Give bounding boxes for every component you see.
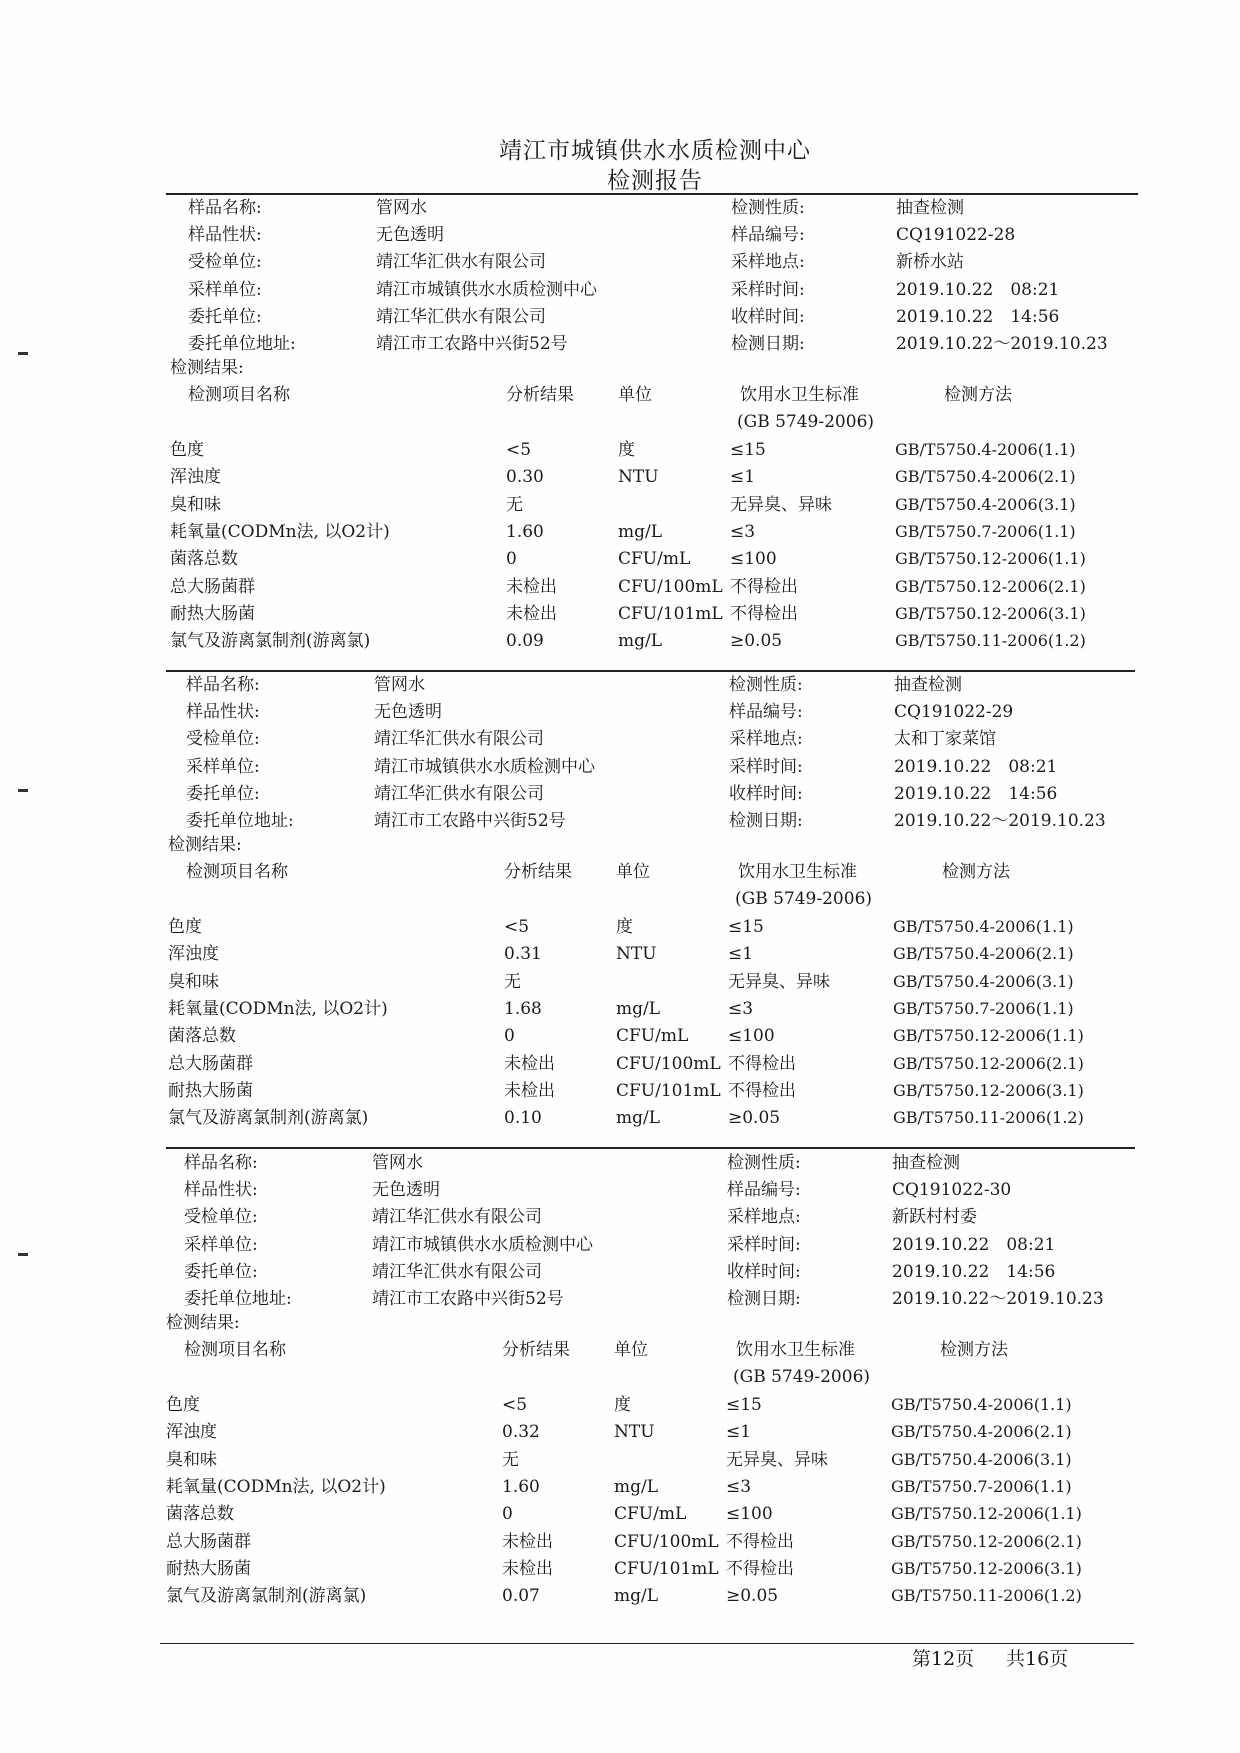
table-row-item: 浑浊度 [170,467,221,488]
table-row-result: <5 [506,440,532,460]
table-row-standard: ≤100 [730,549,777,570]
table-row-item: 菌落总数 [170,549,238,570]
test-date-label: 检测日期: [729,811,803,831]
table-row-standard: 无异臭、异味 [730,494,832,515]
table-row-result: 1.60 [506,521,544,542]
table-row-standard: ≤1 [728,944,754,965]
sampling-site-value: 新跃村村委 [892,1207,977,1228]
table-row-result: 0.07 [502,1586,540,1607]
client-unit-value: 靖江华汇供水有限公司 [372,1261,542,1282]
table-row-standard: 不得检出 [726,1558,794,1579]
binding-mark [18,789,28,792]
table-row-unit: CFU/101mL [616,1080,721,1101]
table-row-standard: 无异臭、异味 [726,1449,828,1470]
table-row-unit: NTU [616,944,657,965]
receipt-time-value: 2019.10.22 14:56 [896,306,1060,327]
sampling-site-label: 采样地点: [729,729,803,750]
col-header-standard: 饮用水卫生标准 [736,1340,855,1360]
col-header-method: 检测方法 [942,862,1010,882]
table-row-item: 臭和味 [168,971,219,992]
col-header-unit: 单位 [614,1340,648,1360]
table-row-unit: mg/L [614,1476,659,1497]
table-row-item: 耐热大肠菌 [170,603,255,624]
sampling-time-value: 2019.10.22 08:21 [892,1234,1056,1255]
table-row-result: 未检出 [504,1053,555,1074]
sample-state-value: 无色透明 [376,225,444,246]
table-row-standard: ≤1 [730,467,756,488]
table-row-result: 0.30 [506,467,544,488]
table-row-standard: 不得检出 [726,1531,794,1552]
table-row-method: GB/T5750.4-2006(2.1) [891,1422,1072,1442]
table-row-item: 氯气及游离氯制剂(游离氯) [166,1586,367,1607]
table-row-standard: ≤15 [728,917,764,937]
table-row-method: GB/T5750.4-2006(2.1) [895,467,1076,487]
table-row-unit: CFU/100mL [614,1531,719,1552]
sampling-time-value: 2019.10.22 08:21 [894,756,1058,777]
table-row-unit: NTU [618,467,659,488]
table-row-method: GB/T5750.12-2006(1.1) [895,549,1086,569]
table-row-result: 未检出 [506,603,557,624]
table-row-standard: ≤3 [726,1476,752,1497]
table-row-unit: mg/L [614,1586,659,1607]
client-unit-value: 靖江华汇供水有限公司 [374,783,544,804]
table-row-result: 1.68 [504,998,542,1019]
table-row-item: 氯气及游离氯制剂(游离氯) [170,631,371,652]
sample-no-value: CQ191022-29 [894,702,1014,723]
sampling-unit-label: 采样单位: [188,279,262,300]
client-address-label: 委托单位地址: [186,811,294,831]
table-row-result: 0 [502,1504,513,1525]
report-org-title: 靖江市城镇供水水质检测中心 [499,138,811,164]
table-row-item: 色度 [168,917,202,937]
table-row-result: 未检出 [502,1531,553,1552]
table-row-item: 总大肠菌群 [170,576,255,597]
table-row-result: 1.60 [502,1476,540,1497]
sample-name-value: 管网水 [372,1153,423,1173]
client-address-value: 靖江市工农路中兴街52号 [376,334,568,354]
table-row-item: 浑浊度 [168,944,219,965]
table-row-result: 无 [506,494,523,515]
sample-state-label: 样品性状: [184,1180,258,1201]
table-row-unit: CFU/101mL [618,603,723,624]
col-header-item: 检测项目名称 [186,862,288,882]
table-row-unit: CFU/100mL [618,576,723,597]
col-header-standard-code: (GB 5749-2006) [737,412,875,432]
page-total: 共16页 [1006,1648,1069,1670]
inspected-unit-label: 受检单位: [186,729,260,750]
table-row-standard: ≤15 [730,440,766,460]
table-row-unit: 度 [618,440,635,460]
sampling-time-label: 采样时间: [731,279,805,300]
page-number: 第12页 [912,1648,975,1670]
table-row-item: 总大肠菌群 [166,1531,251,1552]
table-row-result: 0.09 [506,631,544,652]
table-row-item: 总大肠菌群 [168,1053,253,1074]
results-label: 检测结果: [166,1313,240,1333]
test-date-value: 2019.10.22～2019.10.23 [896,334,1108,354]
table-row-standard: ≤100 [728,1026,775,1047]
table-row-item: 耐热大肠菌 [166,1558,251,1579]
table-row-unit: CFU/mL [618,549,691,570]
sample-no-value: CQ191022-30 [892,1180,1012,1201]
table-row-item: 耗氧量(CODMn法, 以O2计) [166,1476,386,1497]
sample-name-value: 管网水 [376,198,427,218]
table-row-item: 氯气及游离氯制剂(游离氯) [168,1108,369,1129]
sampling-time-value: 2019.10.22 08:21 [896,279,1060,300]
table-row-method: GB/T5750.12-2006(3.1) [895,603,1086,623]
table-row-result: 无 [502,1449,519,1470]
inspected-unit-label: 受检单位: [188,252,262,273]
table-row-method: GB/T5750.7-2006(1.1) [895,521,1076,541]
sampling-unit-value: 靖江市城镇供水水质检测中心 [376,279,597,300]
table-row-result: 0.32 [502,1422,540,1443]
sampling-unit-value: 靖江市城镇供水水质检测中心 [372,1234,593,1255]
col-header-result: 分析结果 [504,862,572,882]
table-row-method: GB/T5750.12-2006(2.1) [891,1531,1082,1551]
sample-state-value: 无色透明 [374,702,442,723]
report-title: 检测报告 [607,168,703,194]
table-row-item: 臭和味 [170,494,221,515]
table-row-standard: ≤15 [726,1395,762,1415]
results-label: 检测结果: [168,835,242,855]
table-row-unit: mg/L [616,1108,661,1129]
table-row-method: GB/T5750.12-2006(1.1) [891,1504,1082,1524]
client-address-label: 委托单位地址: [188,334,296,354]
table-row-method: GB/T5750.7-2006(1.1) [893,998,1074,1018]
table-row-result: 0 [504,1026,515,1047]
sample-name-label: 样品名称: [186,675,260,695]
col-header-result: 分析结果 [506,385,574,405]
binding-mark [18,1253,28,1256]
client-unit-label: 委托单位: [184,1261,258,1282]
sampling-site-value: 新桥水站 [896,252,964,273]
table-row-result: 未检出 [502,1558,553,1579]
table-row-result: 未检出 [504,1080,555,1101]
table-row-standard: ≤3 [730,521,756,542]
inspected-unit-value: 靖江华汇供水有限公司 [372,1207,542,1228]
table-row-standard: 不得检出 [728,1053,796,1074]
test-nature-value: 抽查检测 [894,675,962,695]
sampling-site-value: 太和丁家菜馆 [894,729,996,750]
inspected-unit-label: 受检单位: [184,1207,258,1228]
receipt-time-value: 2019.10.22 14:56 [892,1261,1056,1282]
receipt-time-label: 收样时间: [727,1261,801,1282]
table-row-item: 耗氧量(CODMn法, 以O2计) [170,521,390,542]
sample-name-label: 样品名称: [184,1153,258,1173]
table-row-unit: 度 [616,917,633,937]
client-address-value: 靖江市工农路中兴街52号 [372,1289,564,1309]
sample-name-label: 样品名称: [188,198,262,218]
col-header-standard: 饮用水卫生标准 [740,385,859,405]
table-row-method: GB/T5750.4-2006(2.1) [893,944,1074,964]
table-row-item: 耗氧量(CODMn法, 以O2计) [168,998,388,1019]
table-row-item: 浑浊度 [166,1422,217,1443]
client-address-label: 委托单位地址: [184,1289,292,1309]
table-row-method: GB/T5750.4-2006(1.1) [893,917,1074,936]
binding-mark [18,352,28,355]
test-nature-label: 检测性质: [729,675,803,695]
test-nature-label: 检测性质: [731,198,805,218]
col-header-unit: 单位 [616,862,650,882]
table-row-unit: CFU/101mL [614,1558,719,1579]
results-label: 检测结果: [170,358,244,378]
test-nature-value: 抽查检测 [896,198,964,218]
table-row-method: GB/T5750.7-2006(1.1) [891,1476,1072,1496]
table-row-result: 0.31 [504,944,542,965]
table-row-unit: CFU/mL [616,1026,689,1047]
test-date-value: 2019.10.22～2019.10.23 [894,811,1106,831]
table-row-unit: 度 [614,1395,631,1415]
table-row-method: GB/T5750.4-2006(3.1) [891,1449,1072,1469]
sampling-time-label: 采样时间: [727,1234,801,1255]
sampling-unit-value: 靖江市城镇供水水质检测中心 [374,756,595,777]
table-row-standard: ≥0.05 [728,1108,781,1129]
col-header-method: 检测方法 [940,1340,1008,1360]
sample-no-label: 样品编号: [727,1180,801,1201]
sample-no-label: 样品编号: [731,225,805,246]
client-unit-value: 靖江华汇供水有限公司 [376,306,546,327]
col-header-result: 分析结果 [502,1340,570,1360]
sample-state-label: 样品性状: [188,225,262,246]
table-row-unit: mg/L [618,631,663,652]
table-row-result: 0.10 [504,1108,542,1129]
table-row-item: 耐热大肠菌 [168,1080,253,1101]
col-header-item: 检测项目名称 [188,385,290,405]
table-row-method: GB/T5750.4-2006(3.1) [895,494,1076,514]
col-header-standard-code: (GB 5749-2006) [735,889,873,909]
table-row-result: 无 [504,971,521,992]
client-unit-label: 委托单位: [188,306,262,327]
test-date-value: 2019.10.22～2019.10.23 [892,1289,1104,1309]
table-row-standard: 不得检出 [728,1080,796,1101]
table-row-standard: ≥0.05 [726,1586,779,1607]
test-nature-value: 抽查检测 [892,1153,960,1173]
table-row-item: 臭和味 [166,1449,217,1470]
sample-no-value: CQ191022-28 [896,225,1016,246]
table-row-unit: mg/L [618,521,663,542]
table-row-item: 菌落总数 [166,1504,234,1525]
sampling-time-label: 采样时间: [729,756,803,777]
sampling-unit-label: 采样单位: [186,756,260,777]
table-row-standard: ≤100 [726,1504,773,1525]
table-row-item: 色度 [166,1395,200,1415]
table-row-item: 色度 [170,440,204,460]
table-row-method: GB/T5750.11-2006(1.2) [895,631,1086,651]
receipt-time-value: 2019.10.22 14:56 [894,783,1058,804]
sample-no-label: 样品编号: [729,702,803,723]
table-row-item: 菌落总数 [168,1026,236,1047]
table-row-method: GB/T5750.4-2006(3.1) [893,971,1074,991]
sampling-unit-label: 采样单位: [184,1234,258,1255]
sampling-site-label: 采样地点: [727,1207,801,1228]
col-header-unit: 单位 [618,385,652,405]
table-row-standard: ≤3 [728,998,754,1019]
table-row-unit: CFU/mL [614,1504,687,1525]
table-row-result: <5 [504,917,530,937]
client-address-value: 靖江市工农路中兴街52号 [374,811,566,831]
table-row-method: GB/T5750.11-2006(1.2) [893,1108,1084,1128]
table-row-method: GB/T5750.12-2006(3.1) [893,1080,1084,1100]
section-divider [166,670,1135,672]
sample-state-label: 样品性状: [186,702,260,723]
receipt-time-label: 收样时间: [729,783,803,804]
table-row-result: <5 [502,1395,528,1415]
col-header-standard-code: (GB 5749-2006) [733,1367,871,1387]
test-date-label: 检测日期: [731,334,805,354]
table-row-unit: CFU/100mL [616,1053,721,1074]
col-header-item: 检测项目名称 [184,1340,286,1360]
sample-name-value: 管网水 [374,675,425,695]
test-date-label: 检测日期: [727,1289,801,1309]
table-row-standard: 不得检出 [730,603,798,624]
table-row-result: 0 [506,549,517,570]
table-row-method: GB/T5750.12-2006(2.1) [895,576,1086,596]
table-row-method: GB/T5750.11-2006(1.2) [891,1586,1082,1606]
table-row-method: GB/T5750.12-2006(1.1) [893,1026,1084,1046]
receipt-time-label: 收样时间: [731,306,805,327]
section-divider [166,1147,1135,1149]
table-row-standard: 不得检出 [730,576,798,597]
table-row-method: GB/T5750.12-2006(2.1) [893,1053,1084,1073]
inspected-unit-value: 靖江华汇供水有限公司 [374,729,544,750]
table-row-method: GB/T5750.4-2006(1.1) [891,1395,1072,1414]
table-row-result: 未检出 [506,576,557,597]
test-nature-label: 检测性质: [727,1153,801,1173]
sample-state-value: 无色透明 [372,1180,440,1201]
header-rule [166,193,1138,195]
inspected-unit-value: 靖江华汇供水有限公司 [376,252,546,273]
table-row-unit: NTU [614,1422,655,1443]
footer-rule [160,1643,1134,1644]
table-row-method: GB/T5750.4-2006(1.1) [895,440,1076,459]
table-row-method: GB/T5750.12-2006(3.1) [891,1558,1082,1578]
table-row-unit: mg/L [616,998,661,1019]
col-header-standard: 饮用水卫生标准 [738,862,857,882]
col-header-method: 检测方法 [944,385,1012,405]
client-unit-label: 委托单位: [186,783,260,804]
table-row-standard: ≤1 [726,1422,752,1443]
sampling-site-label: 采样地点: [731,252,805,273]
table-row-standard: 无异臭、异味 [728,971,830,992]
table-row-standard: ≥0.05 [730,631,783,652]
